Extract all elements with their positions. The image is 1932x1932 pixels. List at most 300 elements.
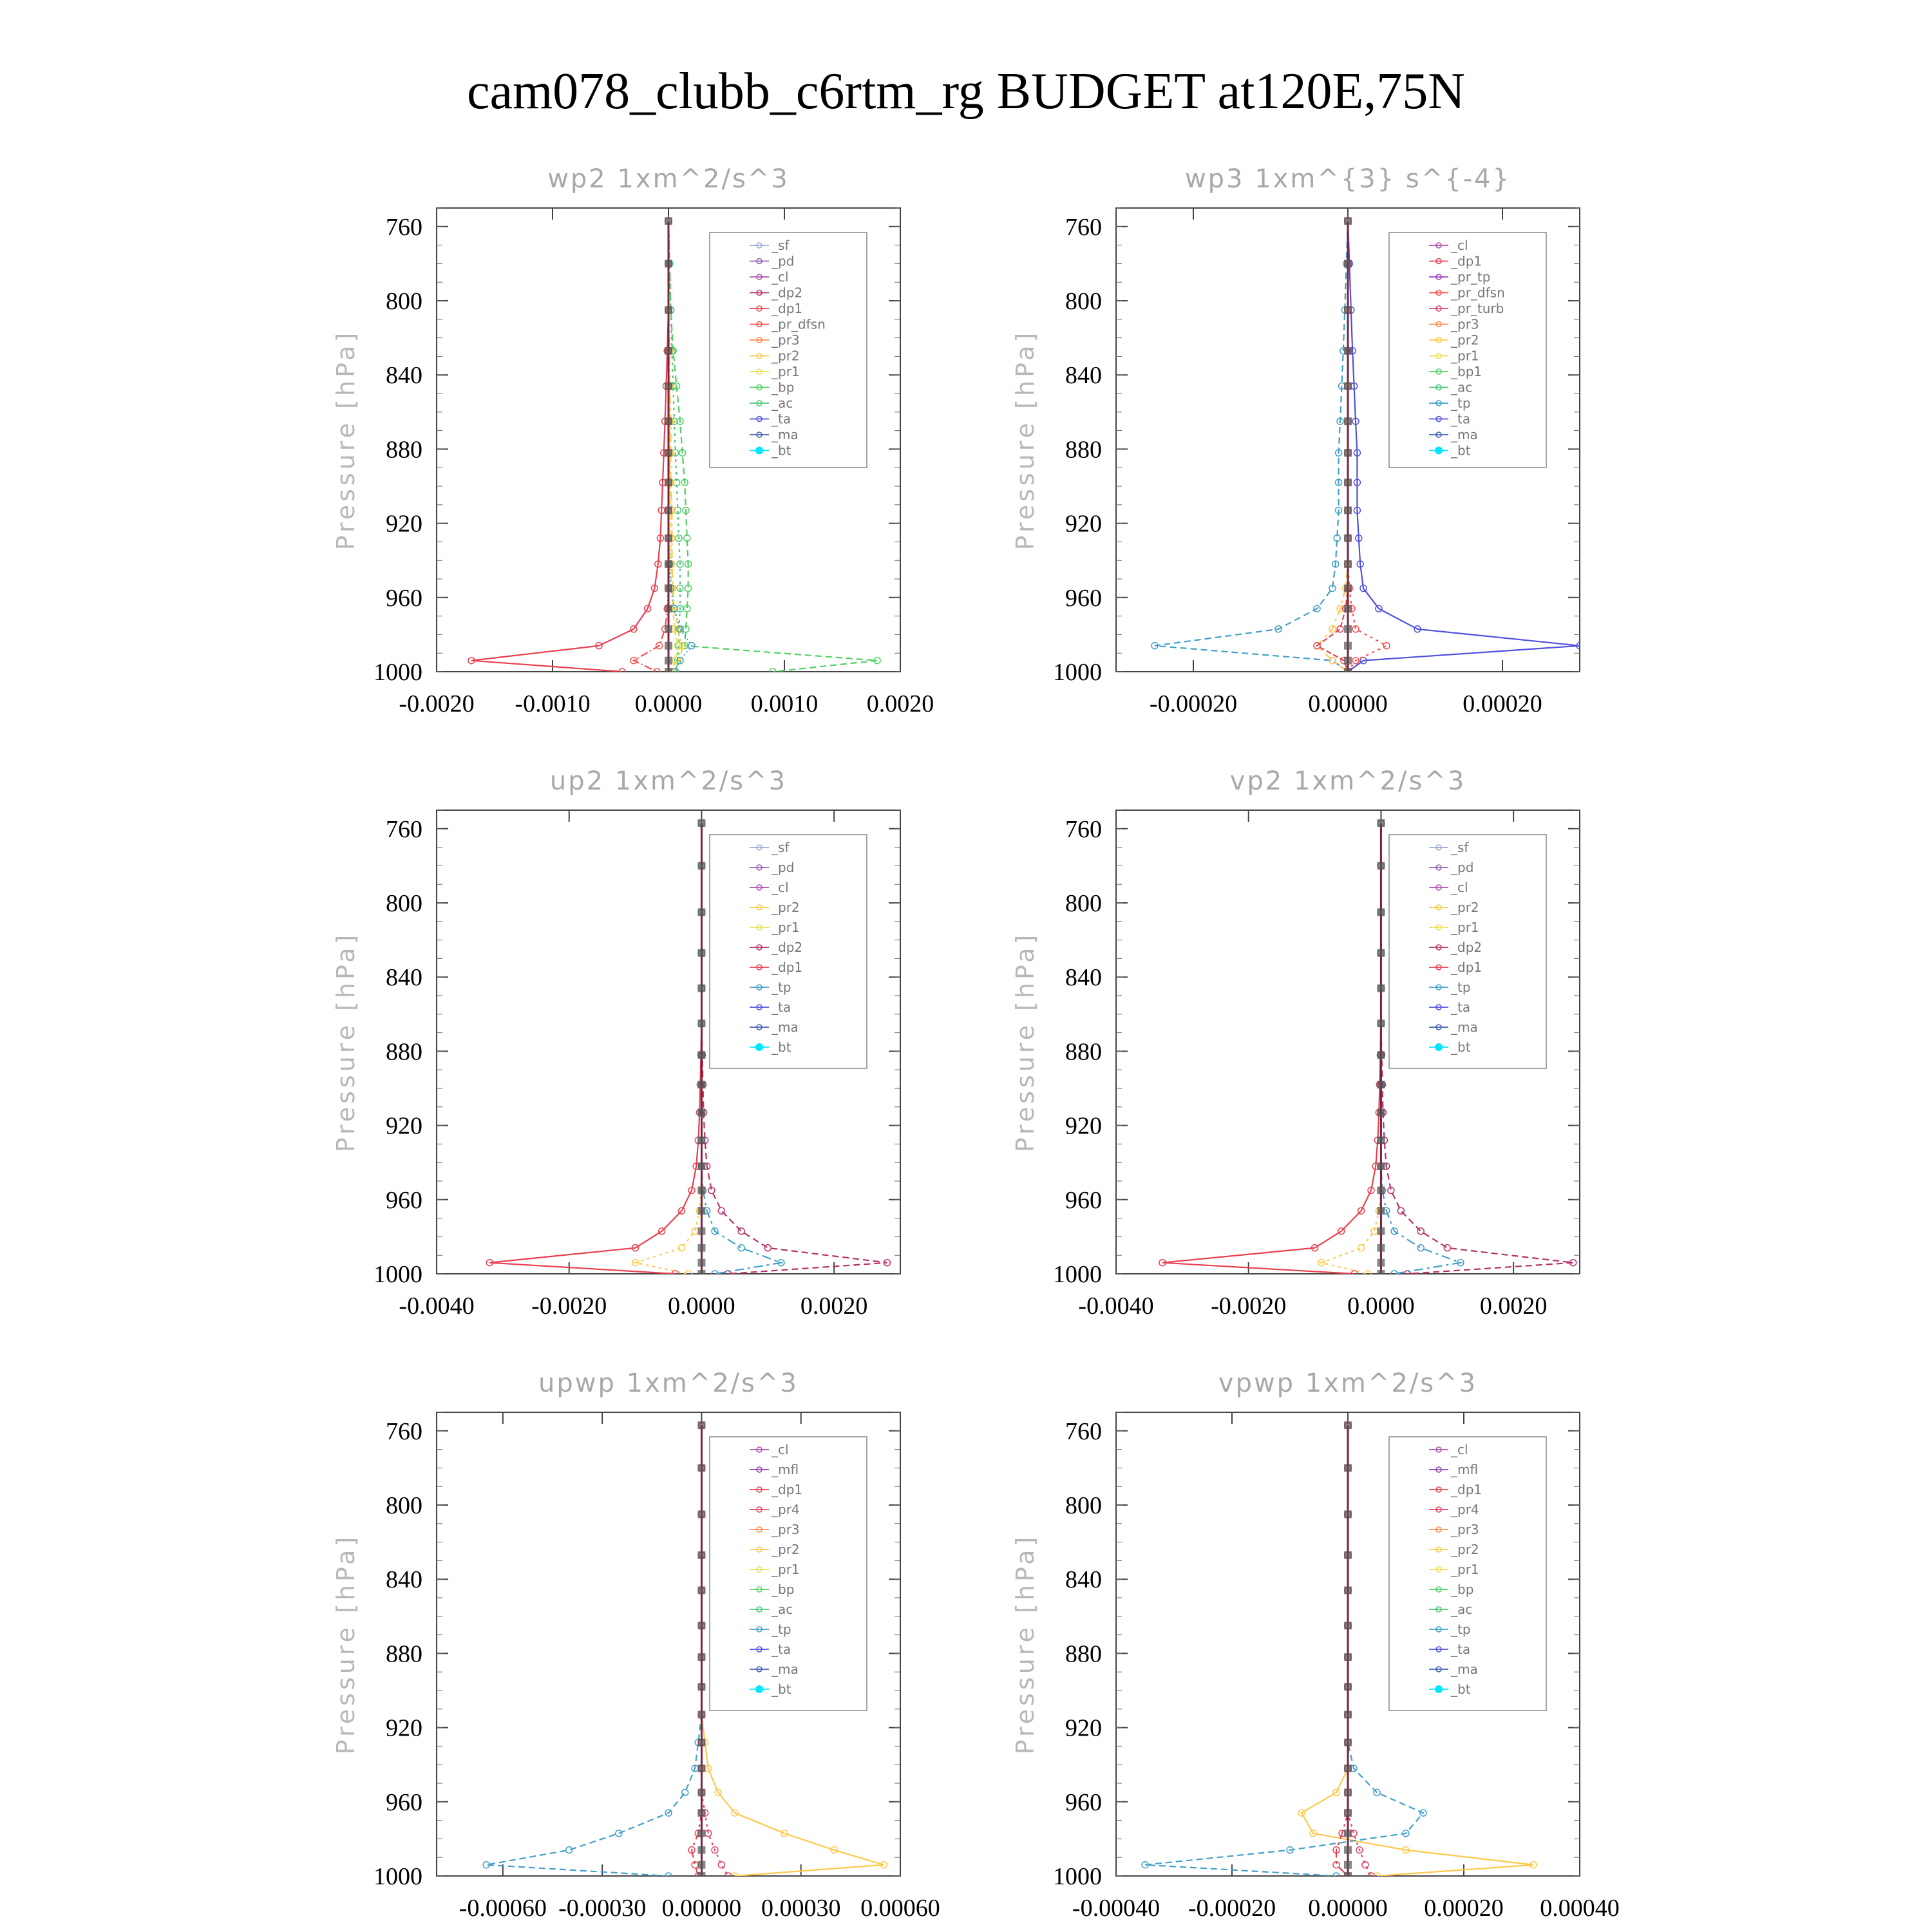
bundle-marker <box>1344 506 1352 514</box>
bundle-marker <box>665 506 672 514</box>
series-point <box>1397 1208 1404 1214</box>
y-tick-label: 920 <box>1065 1112 1102 1140</box>
legend-entry: _ta <box>772 1642 791 1657</box>
x-tick-label: -0.00040 <box>1072 1895 1160 1922</box>
bundle-marker <box>1377 1019 1385 1027</box>
x-tick-label: -0.0040 <box>399 1293 475 1320</box>
bundle-marker <box>1344 605 1352 612</box>
legend-entry: _pr2 <box>772 1542 800 1557</box>
legend-entry: _cl <box>772 269 789 285</box>
y-tick-label: 1000 <box>1053 659 1102 686</box>
bundle-marker <box>1344 382 1352 390</box>
y-axis-label: Pressure [hPa] <box>1011 329 1039 551</box>
bundle-marker <box>697 1622 705 1629</box>
bundle-marker <box>697 1186 705 1194</box>
bundle-marker <box>697 1207 705 1215</box>
series-line-tp <box>1155 221 1348 672</box>
series-line-pr2 <box>1317 221 1348 672</box>
panel-title: vp2 1xm^2/s^3 <box>1229 766 1466 796</box>
bundle-marker <box>697 862 705 869</box>
legend-entry: _ta <box>772 999 791 1015</box>
legend-entry: _ta <box>1451 1642 1471 1657</box>
bundle-marker <box>1344 417 1352 425</box>
legend-entry: _mfl <box>1451 1462 1479 1477</box>
y-tick-label: 760 <box>1065 213 1102 241</box>
bundle-marker <box>1344 1765 1352 1772</box>
bundle-marker <box>1377 1270 1385 1278</box>
y-axis-label: Pressure [hPa] <box>332 931 360 1153</box>
bundle-marker <box>665 347 672 355</box>
legend-entry: _pr_dfsn <box>772 316 826 332</box>
panel-3 <box>332 766 900 1320</box>
y-tick-label: 760 <box>386 213 422 241</box>
x-tick-label: 0.0010 <box>750 690 819 717</box>
y-tick-label: 840 <box>1065 1566 1102 1594</box>
bundle-marker <box>665 625 672 633</box>
legend-entry: _ma <box>772 427 799 442</box>
bundle-marker <box>697 1019 705 1027</box>
legend-entry: _tp <box>1451 1622 1471 1637</box>
bundle-marker <box>665 260 672 267</box>
y-tick-label: 1000 <box>1053 1863 1102 1890</box>
legend <box>1389 232 1546 468</box>
legend-entry: _pr_tp <box>1451 269 1491 285</box>
bundle-marker <box>1344 535 1352 542</box>
bundle-marker <box>697 1464 705 1472</box>
bundle-marker <box>1344 1653 1352 1661</box>
legend-entry: _tp <box>772 980 791 995</box>
legend-entry: _tp <box>772 1622 791 1637</box>
legend-entry: _dp2 <box>772 285 803 301</box>
bundle-marker <box>1344 1872 1352 1880</box>
x-tick-label: 0.0000 <box>634 690 703 717</box>
y-tick-label: 760 <box>386 1417 422 1445</box>
bundle-marker <box>697 1739 705 1747</box>
bundle-marker <box>1344 560 1352 568</box>
legend <box>710 232 867 468</box>
bundle-marker <box>1344 584 1352 592</box>
series-line-pr4 <box>1348 1425 1371 1876</box>
x-tick-label: -0.00030 <box>558 1895 647 1922</box>
legend-entry: _pd <box>772 253 795 269</box>
series-line-dp1 <box>1336 1425 1348 1876</box>
bundle-marker <box>1344 306 1352 314</box>
bundle-marker <box>1377 1227 1385 1235</box>
legend-entry: _bp <box>1451 1582 1474 1597</box>
bundle-marker <box>1344 1510 1352 1518</box>
y-tick-label: 1000 <box>374 1261 422 1288</box>
bundle-marker <box>1344 1622 1352 1629</box>
bundle-marker <box>665 605 672 612</box>
bundle-marker <box>697 1846 705 1854</box>
bundle-marker <box>697 1710 705 1718</box>
bundle-marker <box>697 1788 705 1796</box>
x-tick-label: -0.00060 <box>459 1895 547 1922</box>
bundle-marker <box>1344 449 1352 457</box>
bundle-marker <box>1344 1586 1352 1594</box>
bundle-marker <box>697 1861 705 1869</box>
legend-entry: _pr1 <box>1451 1562 1479 1577</box>
panel-title: up2 1xm^2/s^3 <box>549 766 788 796</box>
bundle-marker <box>1377 1259 1385 1267</box>
bundle-marker <box>1344 260 1352 267</box>
y-tick-label: 800 <box>1065 890 1102 917</box>
bundle-marker <box>665 217 672 225</box>
x-tick-label: 0.00040 <box>1540 1895 1620 1922</box>
legend-entry: _bp1 <box>1451 364 1482 379</box>
legend-entry: _cl <box>1451 880 1468 895</box>
legend-marker <box>1435 447 1443 455</box>
series-point <box>718 1862 724 1868</box>
bundle-marker <box>697 1872 705 1880</box>
legend-entry: _bt <box>1451 1681 1471 1697</box>
series-line-prdfsn <box>1348 221 1387 672</box>
bundle-marker <box>1377 1186 1385 1194</box>
bundle-marker <box>665 668 672 676</box>
bundle-marker <box>697 908 705 916</box>
series-point <box>616 1830 622 1837</box>
legend-entry: _ac <box>772 395 793 411</box>
bundle-marker <box>1344 1551 1352 1559</box>
panel-6 <box>1011 1368 1620 1922</box>
bundle-marker <box>1344 1830 1352 1837</box>
legend-entry: _ta <box>1451 411 1471 427</box>
figure-title: cam078_clubb_c6rtm_rg BUDGET at120E,75N <box>466 63 1466 120</box>
legend-entry: _pr1 <box>772 364 800 379</box>
legend <box>710 835 867 1068</box>
legend-entry: _ma <box>772 1019 799 1035</box>
series-line-pr2 <box>1321 823 1381 1274</box>
bundle-marker <box>697 1270 705 1278</box>
bundle-marker <box>665 478 672 486</box>
bundle-marker <box>697 949 705 957</box>
series-point <box>1358 1245 1365 1251</box>
legend-entry: _pr3 <box>772 332 800 348</box>
bundle-marker <box>697 819 705 827</box>
legend-entry: _pr3 <box>1451 1522 1479 1537</box>
x-tick-label: 0.00060 <box>860 1895 940 1922</box>
series-line-tp <box>668 221 692 672</box>
y-tick-label: 920 <box>386 1112 422 1140</box>
bundle-marker <box>697 1586 705 1594</box>
legend-entry: _dp2 <box>772 940 803 955</box>
legend-entry: _tp <box>1451 980 1471 995</box>
series-line-dp1 <box>471 221 668 672</box>
bundle-marker <box>697 1830 705 1837</box>
x-tick-label: 0.0020 <box>1479 1293 1548 1320</box>
legend-entry: _sf <box>772 840 790 855</box>
bundle-marker <box>665 417 672 425</box>
bundle-marker <box>1377 1081 1385 1088</box>
y-tick-label: 760 <box>1065 815 1102 843</box>
bundle-marker <box>1377 1207 1385 1215</box>
x-tick-label: -0.0040 <box>1078 1293 1154 1320</box>
x-tick-label: 0.00000 <box>1308 690 1388 717</box>
legend-entry: _ma <box>772 1662 799 1677</box>
series-line-tp <box>1145 1425 1423 1876</box>
x-tick-label: -0.00020 <box>1149 690 1238 717</box>
bundle-marker <box>1377 1244 1385 1252</box>
bundle-marker <box>1377 1137 1385 1144</box>
panel-title: vpwp 1xm^2/s^3 <box>1218 1368 1478 1398</box>
legend-entry: _pr2 <box>772 348 800 364</box>
y-tick-label: 880 <box>386 436 422 464</box>
legend-entry: _bt <box>1451 442 1471 459</box>
y-tick-label: 920 <box>1065 1714 1102 1742</box>
bundle-marker <box>697 1244 705 1252</box>
bundle-marker <box>665 584 672 592</box>
bundle-marker <box>697 1683 705 1690</box>
y-tick-label: 800 <box>386 288 422 315</box>
series-point <box>1417 1228 1424 1235</box>
legend-entry: _bp <box>772 1582 795 1597</box>
bundle-marker <box>697 1809 705 1817</box>
legend-entry: _pr1 <box>1451 348 1479 364</box>
bundle-marker <box>1344 1739 1352 1747</box>
legend-entry: _bt <box>1451 1039 1471 1055</box>
x-tick-label: 0.00020 <box>1424 1895 1504 1922</box>
y-tick-label: 800 <box>1065 1492 1102 1519</box>
panel-title: wp2 1xm^2/s^3 <box>547 164 790 194</box>
bundle-marker <box>1377 908 1385 916</box>
legend-entry: _dp1 <box>1451 960 1482 975</box>
legend-entry: _ta <box>1451 999 1471 1015</box>
x-tick-label: 0.0020 <box>800 1293 868 1320</box>
bundle-marker <box>697 1108 705 1116</box>
bundle-marker <box>1344 1464 1352 1472</box>
bundle-marker <box>697 1765 705 1772</box>
bundle-marker <box>1377 1051 1385 1059</box>
y-tick-label: 960 <box>1065 1788 1102 1816</box>
legend-entry: _pr2 <box>1451 332 1479 348</box>
series-line-pr2 <box>636 823 702 1274</box>
y-tick-label: 800 <box>386 1492 422 1519</box>
panel-title: wp3 1xm^{3} s^{-4} <box>1184 164 1511 194</box>
bundle-marker <box>1377 1162 1385 1170</box>
bundle-marker <box>697 1653 705 1661</box>
legend-entry: _bt <box>772 1039 791 1055</box>
legend-entry: _dp1 <box>772 960 803 975</box>
legend-entry: _pr2 <box>1451 900 1479 915</box>
legend-entry: _pd <box>772 860 795 875</box>
x-tick-label: 0.0000 <box>1347 1293 1415 1320</box>
bundle-marker <box>697 1162 705 1170</box>
series-line-dp1 <box>1317 221 1348 672</box>
bundle-marker <box>1344 668 1352 676</box>
legend <box>1389 835 1546 1068</box>
legend-entry: _cl <box>772 1442 789 1457</box>
legend-entry: _dp1 <box>1451 1482 1482 1497</box>
series-point <box>738 1245 744 1251</box>
legend-entry: _pr4 <box>772 1502 800 1517</box>
x-tick-label: 0.00030 <box>761 1895 841 1922</box>
bundle-marker <box>1344 347 1352 355</box>
bundle-marker <box>697 1051 705 1059</box>
legend-entry: _bt <box>772 1681 791 1697</box>
legend-marker <box>1435 1043 1443 1051</box>
x-tick-label: -0.0020 <box>531 1293 607 1320</box>
legend-entry: _ma <box>1451 427 1478 442</box>
y-tick-label: 960 <box>1065 584 1102 612</box>
y-tick-label: 920 <box>1065 510 1102 538</box>
bundle-marker <box>1344 217 1352 225</box>
series-point <box>718 1208 724 1214</box>
bundle-marker <box>1377 862 1385 869</box>
series-point <box>1383 643 1390 649</box>
y-axis-label: Pressure [hPa] <box>1011 1533 1039 1755</box>
series-line-dp1 <box>692 1425 701 1876</box>
bundle-marker <box>697 1137 705 1144</box>
legend-marker <box>755 447 763 455</box>
x-tick-label: 0.00020 <box>1463 690 1542 717</box>
panel-title: upwp 1xm^2/s^3 <box>538 1368 799 1398</box>
series-point <box>1417 1245 1424 1251</box>
y-tick-label: 880 <box>1065 1640 1102 1668</box>
bundle-marker <box>665 382 672 390</box>
bundle-marker <box>1344 642 1352 650</box>
legend-marker <box>755 1043 763 1051</box>
x-tick-label: -0.0010 <box>515 690 591 717</box>
y-tick-label: 960 <box>386 1186 422 1214</box>
bundle-marker <box>1344 1421 1352 1429</box>
legend-entry: _pr2 <box>772 900 800 915</box>
legend-entry: _pr2 <box>1451 1542 1479 1557</box>
bundle-marker <box>1344 1683 1352 1690</box>
y-axis-label: Pressure [hPa] <box>332 1533 360 1755</box>
panels <box>332 164 1620 1922</box>
series-point <box>1444 1245 1450 1251</box>
legend-entry: _pr1 <box>1451 920 1479 935</box>
y-tick-label: 800 <box>1065 288 1102 315</box>
x-tick-label: 0.0020 <box>866 690 934 717</box>
legend-entry: _tp <box>1451 395 1471 411</box>
bundle-marker <box>1344 1788 1352 1796</box>
y-tick-label: 880 <box>1065 436 1102 464</box>
legend-entry: _pr_turb <box>1451 301 1504 316</box>
bundle-marker <box>697 1259 705 1267</box>
y-tick-label: 800 <box>386 890 422 917</box>
legend-entry: _ma <box>1451 1019 1478 1035</box>
bundle-marker <box>665 449 672 457</box>
legend-entry: _bp <box>772 379 795 395</box>
legend-entry: _bt <box>772 442 791 459</box>
bundle-marker <box>1377 1108 1385 1116</box>
legend-entry: _pr1 <box>772 1562 800 1577</box>
bundle-marker <box>1377 949 1385 957</box>
legend-entry: _sf <box>1451 840 1469 855</box>
legend-entry: _pd <box>1451 860 1474 875</box>
bundle-marker <box>1344 1861 1352 1869</box>
legend-entry: _cl <box>1451 238 1468 253</box>
y-tick-label: 1000 <box>374 1863 422 1890</box>
panel-4 <box>1011 766 1580 1320</box>
x-tick-label: -0.0020 <box>1211 1293 1287 1320</box>
bundle-marker <box>1344 657 1352 665</box>
bundle-marker <box>697 984 705 992</box>
panel-2 <box>1011 164 1583 717</box>
legend-entry: _ma <box>1451 1662 1478 1677</box>
y-axis-label: Pressure [hPa] <box>332 329 360 551</box>
legend-marker <box>755 1685 763 1693</box>
x-tick-label: -0.0020 <box>399 690 475 717</box>
series-line-dp1 <box>489 823 701 1274</box>
legend-entry: _pr1 <box>772 920 800 935</box>
bundle-marker <box>1344 625 1352 633</box>
bundle-marker <box>665 306 672 314</box>
bundle-marker <box>1377 984 1385 992</box>
x-tick-label: 0.0000 <box>668 1293 735 1320</box>
legend-entry: _ac <box>1451 379 1473 395</box>
bundle-marker <box>665 535 672 542</box>
y-axis-label: Pressure [hPa] <box>1011 931 1039 1153</box>
legend-entry: _pr3 <box>1451 316 1479 332</box>
bundle-marker <box>697 1081 705 1088</box>
legend-entry: _ac <box>772 1602 793 1617</box>
series-line-tp <box>486 1425 701 1876</box>
y-tick-label: 920 <box>386 1714 422 1742</box>
y-tick-label: 840 <box>386 964 422 992</box>
legend-entry: _dp1 <box>772 301 803 316</box>
bundle-marker <box>697 1551 705 1559</box>
bundle-marker <box>697 1421 705 1429</box>
y-tick-label: 840 <box>1065 964 1102 992</box>
y-tick-label: 840 <box>1065 362 1102 390</box>
series-point <box>1362 1862 1368 1868</box>
panel-5 <box>332 1368 940 1922</box>
series-point <box>738 1228 744 1235</box>
y-tick-label: 840 <box>386 1566 422 1594</box>
legend <box>1389 1437 1546 1710</box>
legend-entry: _dp2 <box>1451 940 1482 955</box>
legend-entry: _pr4 <box>1451 1502 1479 1517</box>
bundle-marker <box>665 642 672 650</box>
y-tick-label: 880 <box>386 1640 422 1668</box>
legend-entry: _cl <box>772 880 789 895</box>
y-tick-label: 960 <box>386 1788 422 1816</box>
y-tick-label: 960 <box>386 584 422 612</box>
y-tick-label: 1000 <box>1053 1261 1102 1288</box>
legend-entry: _ac <box>1451 1602 1473 1617</box>
panel-1 <box>332 164 934 717</box>
bundle-marker <box>1344 1809 1352 1817</box>
x-tick-label: 0.00000 <box>1308 1895 1388 1922</box>
y-tick-label: 1000 <box>374 659 422 686</box>
bundle-marker <box>665 657 672 665</box>
legend-entry: _dp1 <box>772 1482 803 1497</box>
y-tick-label: 920 <box>386 510 422 538</box>
series-point <box>682 1789 688 1795</box>
series-point <box>764 1245 771 1251</box>
legend <box>710 1437 867 1710</box>
x-tick-label: -0.00020 <box>1188 1895 1276 1922</box>
legend-entry: _pr_dfsn <box>1451 285 1505 301</box>
legend-entry: _mfl <box>772 1462 799 1477</box>
legend-entry: _ta <box>772 411 791 427</box>
legend-entry: _dp1 <box>1451 253 1482 269</box>
y-tick-label: 880 <box>386 1038 422 1066</box>
bundle-marker <box>1377 819 1385 827</box>
y-tick-label: 880 <box>1065 1038 1102 1066</box>
y-tick-label: 840 <box>386 362 422 390</box>
legend-entry: _pr3 <box>772 1522 800 1537</box>
legend-entry: _cl <box>1451 1442 1468 1457</box>
y-tick-label: 760 <box>1065 1417 1102 1445</box>
bundle-marker <box>697 1510 705 1518</box>
bundle-marker <box>1344 1710 1352 1718</box>
bundle-marker <box>697 1227 705 1235</box>
legend-entry: _sf <box>772 238 790 253</box>
legend-marker <box>1435 1685 1443 1693</box>
